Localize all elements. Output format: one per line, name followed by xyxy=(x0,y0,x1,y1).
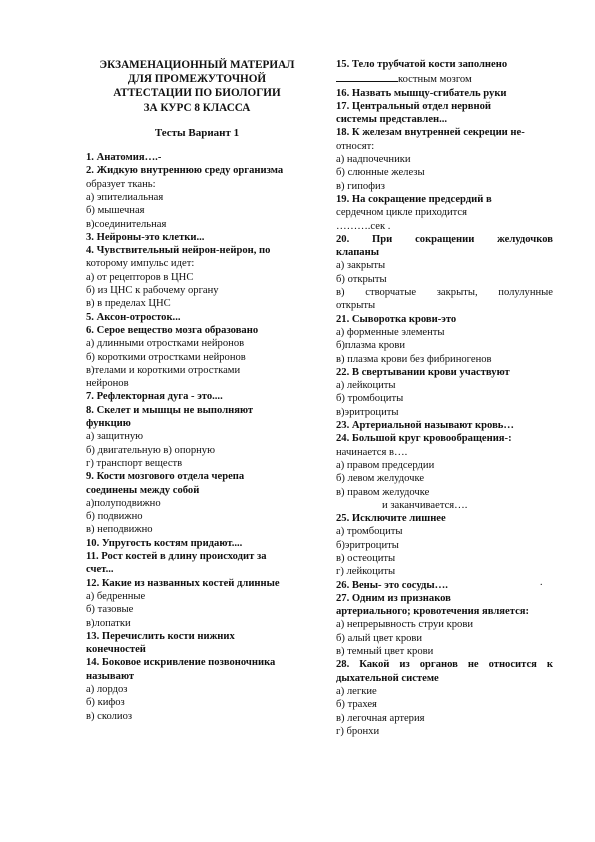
answer-line: в) остеоциты xyxy=(336,552,396,564)
question-line: 12. Какие из названных костей длинные xyxy=(86,577,280,589)
question-line: 22. В свертывании крови участвуют xyxy=(336,366,510,378)
answer-line: а) лейкоциты xyxy=(336,380,396,392)
answer-line: б) тромбоциты xyxy=(336,393,404,405)
title-line: ДЛЯ ПРОМЕЖУТОЧНОЙ xyxy=(127,73,267,86)
question-line: 26. Вены- это сосуды…. xyxy=(336,579,448,591)
right-column xyxy=(336,58,553,738)
answer-line: а) от рецепторов в ЦНС xyxy=(86,271,194,283)
answer-line: в) правом желудочке xyxy=(336,486,430,498)
answer-line: а)полуподвижно xyxy=(86,497,161,509)
answer-line: б) короткими отростками нейронов xyxy=(86,351,246,363)
answer-line: а) надпочечники xyxy=(336,154,411,166)
answer-line: а) лордоз xyxy=(86,683,128,695)
answer-line: в) сколиоз xyxy=(86,710,133,722)
left-questions xyxy=(86,151,308,723)
question-line: системы представлен... xyxy=(336,114,448,126)
answer-line: а) бедренные xyxy=(86,590,146,602)
question-line: 4. Чувствительный нейрон-нейрон, по xyxy=(86,245,271,257)
answer-line: б) тазовые xyxy=(86,604,134,616)
answer-line: сердечном цикле приходится xyxy=(336,207,467,219)
answer-line: в) гипофиз xyxy=(336,180,385,192)
question-line: 16. Назвать мышцу-сгибатель руки xyxy=(336,87,507,99)
answer-line: образует ткань: xyxy=(86,178,156,190)
question-line: 23. Артериальной называют кровь… xyxy=(336,420,514,432)
question-line: дыхательной системе xyxy=(336,672,439,684)
question-line: 7. Рефлекторная дуга - это.... xyxy=(86,391,223,403)
question-line: 2. Жидкую внутреннюю среду организма xyxy=(86,165,284,177)
question-line: 1. Анатомия….- xyxy=(86,152,162,164)
question-line: 18. К железам внутренней секреции не- xyxy=(336,127,525,139)
answer-line: в) плазма крови без фибриногенов xyxy=(336,353,492,365)
answer-line: г) транспорт веществ xyxy=(86,457,183,469)
question-line: клапаны xyxy=(336,247,379,259)
right-questions xyxy=(336,58,553,738)
document-title xyxy=(86,58,308,115)
answer-line: б) слюнные железы xyxy=(336,167,425,179)
question-line: 24. Большой круг кровообращения-: xyxy=(336,433,512,445)
answer-line: а) непрерывность струи крови xyxy=(336,619,474,631)
answer-line: а) форменные элементы xyxy=(336,326,445,338)
answer-line: в) темный цвет крови xyxy=(336,646,434,658)
answer-line: б)плазма крови xyxy=(336,340,406,352)
answer-line: а) легкие xyxy=(336,685,377,697)
answer-line: б) двигательную в) опорную xyxy=(86,444,215,456)
left-column xyxy=(86,58,308,723)
question-line: соединены между собой xyxy=(86,484,200,496)
question-line: 9. Кости мозгового отдела черепа xyxy=(86,471,245,483)
question-line: 20. При сокращении желудочков xyxy=(336,233,553,245)
title-line: ЗА КУРС 8 КЛАССА xyxy=(143,101,251,114)
question-line: счет... xyxy=(86,564,114,576)
question-line: 17. Центральный отдел нервной xyxy=(336,100,492,112)
variant-label: Тесты Вариант 1 xyxy=(154,126,240,139)
question-line: 6. Серое вещество мозга образовано xyxy=(86,324,259,336)
answer-line: а) длинными отростками нейронов xyxy=(86,338,245,350)
answer-line: б) трахея xyxy=(336,699,377,711)
answer-line: б) левом желудочке xyxy=(336,473,425,485)
question-line: называют xyxy=(86,670,135,682)
answer-line: которому импульс идет: xyxy=(86,258,195,270)
answer-line: в) в пределах ЦНС xyxy=(86,298,171,310)
stray-mark: . xyxy=(540,577,543,588)
question-line: 8. Скелет и мышцы не выполняют xyxy=(86,404,254,416)
answer-line: и заканчивается…. xyxy=(382,499,468,511)
answer-line: открыты xyxy=(336,300,376,312)
question-line: конечностей xyxy=(86,644,146,656)
answer-line: в) створчатые закрыты, полулунные xyxy=(336,287,553,299)
answer-line: а) закрыты xyxy=(336,260,386,272)
answer-line: а) эпителиальная xyxy=(86,192,164,203)
answer-line: относят: xyxy=(336,140,375,152)
question-line: 14. Боковое искривление позвоночника xyxy=(86,657,276,669)
question-line: 5. Аксон-отросток... xyxy=(86,311,181,323)
question-line: 27. Одним из признаков xyxy=(336,592,451,604)
answer-line: г) бронхи xyxy=(336,725,380,737)
answer-line: а) тромбоциты xyxy=(336,526,403,538)
answer-line: б) кифоз xyxy=(86,697,125,709)
question-line: 25. Исключите лишнее xyxy=(336,513,446,525)
answer-line: в)эритроциты xyxy=(336,406,399,418)
answer-line: а) защитную xyxy=(86,431,144,443)
answer-line: начинается в…. xyxy=(336,446,408,458)
question-line: 19. На сокращение предсердий в xyxy=(336,193,492,205)
answer-line: б) из ЦНС к рабочему органу xyxy=(86,285,219,297)
title-line: АТТЕСТАЦИИ ПО БИОЛОГИИ xyxy=(113,87,281,100)
answer-line: б) мышечная xyxy=(86,205,145,217)
question-line: 3. Нейроны-это клетки... xyxy=(86,231,205,243)
answer-line: а) правом предсердии xyxy=(336,459,435,471)
question-line: 15. Тело трубчатой кости заполнено xyxy=(336,59,508,70)
answer-line: в)лопатки xyxy=(86,617,131,629)
answer-line: б) алый цвет крови xyxy=(336,632,423,644)
answer-line: ……….сек . xyxy=(336,220,391,232)
blank-underline xyxy=(336,71,398,82)
answer-line: б)эритроциты xyxy=(336,539,399,551)
question-line: 11. Рост костей в длину происходит за xyxy=(86,551,267,563)
answer-line: в)телами и короткими отростками xyxy=(86,364,241,376)
answer-line: г) лейкоциты xyxy=(336,566,396,578)
fill-in-line xyxy=(336,71,553,86)
answer-line: б) подвижно xyxy=(86,511,143,523)
question-line: артериального; кровотечения является: xyxy=(336,606,530,618)
question-line: функцию xyxy=(86,418,131,430)
answer-line: в) легочная артерия xyxy=(336,712,425,724)
answer-line: в)соединительная xyxy=(86,218,167,230)
answer-line: б) открыты xyxy=(336,273,387,285)
question-line: 10. Упругость костям придают.... xyxy=(86,537,243,549)
answer-line: нейронов xyxy=(86,378,129,390)
question-line: 13. Перечислить кости нижних xyxy=(86,630,235,642)
question-line: 21. Сыворотка крови-это xyxy=(336,313,457,325)
question-line: 28. Какой из органов не относится к xyxy=(336,659,553,671)
title-line: ЭКЗАМЕНАЦИОННЫЙ МАТЕРИАЛ xyxy=(99,59,295,71)
answer-line: в) неподвижно xyxy=(86,524,153,536)
line-text: костным мозгом xyxy=(398,74,472,86)
